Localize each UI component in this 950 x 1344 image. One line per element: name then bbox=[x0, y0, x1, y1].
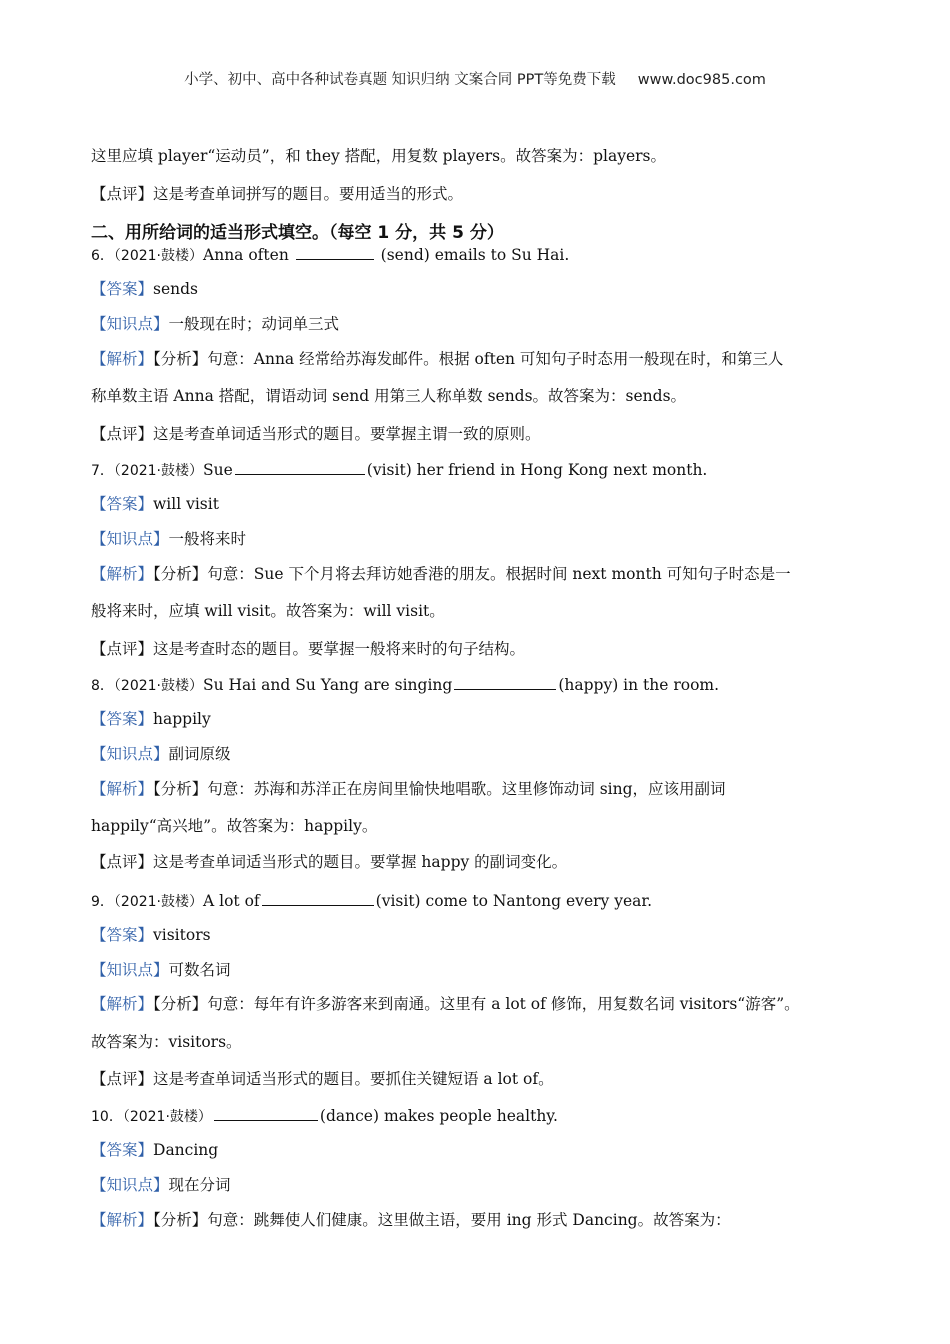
analysis-row bbox=[91, 994, 800, 1014]
question-text-pre: Su Hai and Su Yang are singing bbox=[203, 676, 453, 694]
answer-tag: 【答案】 bbox=[91, 495, 154, 513]
answer-value: will visit bbox=[153, 495, 219, 513]
analysis-tag: 【解析】 bbox=[91, 995, 154, 1013]
question-text-pre: Sue bbox=[203, 461, 233, 479]
question-text-post: (visit) come to Nantong every year. bbox=[375, 892, 653, 910]
analysis-continuation: happily“高兴地”。故答案为：happily。 bbox=[91, 817, 378, 835]
analysis-row bbox=[91, 349, 783, 369]
analysis-row bbox=[91, 564, 791, 584]
answer-blank bbox=[296, 243, 374, 260]
header-url[interactable]: www.doc985.com bbox=[637, 72, 766, 88]
analysis-text: 【分析】句意：每年有许多游客来到南通。这里有 a lot of 修饰，用复数名词 visitors“游客”。 bbox=[153, 995, 800, 1013]
review-row: 【点评】这是考查单词适当形式的题目。要抓住关键短语 a lot of。 bbox=[91, 1070, 554, 1088]
knowledge-row bbox=[91, 744, 231, 764]
analysis-text: 【分析】句意：Anna 经常给苏海发邮件。根据 often 可知句子时态用一般现在时，和第三人 bbox=[153, 350, 784, 368]
answer-row bbox=[91, 1140, 218, 1160]
question-text-post: (visit) her friend in Hong Kong next month. bbox=[366, 461, 708, 479]
analysis-continuation: 称单数主语 Anna 搭配，谓语动词 send 用第三人称单数 sends。故答案为：sends。 bbox=[91, 387, 687, 405]
header-text: 小学、初中、高中各种试卷真题 知识归纳 文案合同 PPT等免费下载 bbox=[184, 72, 616, 88]
question-text-post: (happy) in the room. bbox=[558, 676, 720, 694]
question-number: 7． bbox=[91, 463, 114, 479]
analysis-tag: 【解析】 bbox=[91, 565, 154, 583]
page-header bbox=[0, 68, 950, 89]
section-title: 二、用所给词的适当形式填空。（每空 1 分，共 5 分） bbox=[91, 223, 504, 243]
question-10 bbox=[91, 1104, 558, 1127]
question-source: （2021·鼓楼） bbox=[113, 678, 204, 694]
analysis-row bbox=[91, 1210, 731, 1230]
knowledge-row bbox=[91, 960, 231, 980]
question-number: 6． bbox=[91, 248, 114, 264]
knowledge-value: 一般现在时；动词单三式 bbox=[168, 315, 340, 333]
answer-row bbox=[91, 279, 198, 299]
question-source: （2021·鼓楼） bbox=[113, 248, 204, 264]
analysis-text: 【分析】句意：跳舞使人们健康。这里做主语，要用 ing 形式 Dancing。故答案为： bbox=[153, 1211, 731, 1229]
analysis-continuation: 般将来时，应填 will visit。故答案为：will visit。 bbox=[91, 602, 445, 620]
question-number: 10． bbox=[91, 1109, 123, 1125]
analysis-text: 【分析】句意：Sue 下个月将去拜访她香港的朋友。根据时间 next month 可知句子时态是一 bbox=[153, 565, 791, 583]
question-number: 9． bbox=[91, 894, 114, 910]
answer-tag: 【答案】 bbox=[91, 1141, 154, 1159]
question-6 bbox=[91, 243, 569, 266]
review-row: 【点评】这是考查单词适当形式的题目。要掌握主谓一致的原则。 bbox=[91, 425, 541, 443]
answer-blank bbox=[235, 458, 365, 475]
knowledge-tag: 【知识点】 bbox=[91, 1176, 169, 1194]
question-source: （2021·鼓楼） bbox=[113, 894, 204, 910]
analysis-tag: 【解析】 bbox=[91, 780, 154, 798]
answer-blank bbox=[262, 889, 374, 906]
answer-value: happily bbox=[153, 710, 211, 728]
answer-blank bbox=[454, 673, 556, 690]
analysis-tag: 【解析】 bbox=[91, 1211, 154, 1229]
analysis-row bbox=[91, 779, 726, 799]
knowledge-tag: 【知识点】 bbox=[91, 315, 169, 333]
question-source: （2021·鼓楼） bbox=[113, 463, 204, 479]
knowledge-tag: 【知识点】 bbox=[91, 961, 169, 979]
question-source: （2021·鼓楼） bbox=[122, 1109, 212, 1125]
question-9 bbox=[91, 889, 652, 912]
answer-value: Dancing bbox=[153, 1141, 219, 1159]
prev-answer-line: 这里应填 player“运动员”，和 they 搭配，用复数 players。故答案为：players。 bbox=[91, 147, 666, 165]
knowledge-value: 现在分词 bbox=[168, 1176, 231, 1194]
knowledge-value: 一般将来时 bbox=[168, 530, 247, 548]
answer-row bbox=[91, 494, 219, 514]
answer-row bbox=[91, 709, 211, 729]
answer-tag: 【答案】 bbox=[91, 280, 154, 298]
knowledge-value: 可数名词 bbox=[168, 961, 231, 979]
knowledge-row bbox=[91, 314, 339, 334]
knowledge-tag: 【知识点】 bbox=[91, 745, 169, 763]
analysis-tag: 【解析】 bbox=[91, 350, 154, 368]
answer-tag: 【答案】 bbox=[91, 710, 154, 728]
question-text-pre: A lot of bbox=[203, 892, 260, 910]
question-7 bbox=[91, 458, 707, 481]
question-text-post: (dance) makes people healthy. bbox=[319, 1107, 558, 1125]
question-number: 8． bbox=[91, 678, 114, 694]
question-text-post: (send) emails to Su Hai. bbox=[380, 246, 570, 264]
knowledge-value: 副词原级 bbox=[168, 745, 231, 763]
answer-value: sends bbox=[153, 280, 199, 298]
answer-value: visitors bbox=[153, 926, 211, 944]
question-8 bbox=[91, 673, 719, 696]
question-text-pre: Anna often bbox=[203, 246, 289, 264]
review-row: 【点评】这是考查单词适当形式的题目。要掌握 happy 的副词变化。 bbox=[91, 853, 568, 871]
prev-review: 【点评】这是考查单词拼写的题目。要用适当的形式。 bbox=[91, 185, 464, 203]
answer-blank bbox=[214, 1104, 318, 1121]
answer-tag: 【答案】 bbox=[91, 926, 154, 944]
knowledge-tag: 【知识点】 bbox=[91, 530, 169, 548]
analysis-text: 【分析】句意：苏海和苏洋正在房间里愉快地唱歌。这里修饰动词 sing，应该用副词 bbox=[153, 780, 726, 798]
knowledge-row bbox=[91, 1175, 231, 1195]
analysis-continuation: 故答案为：visitors。 bbox=[91, 1033, 242, 1051]
answer-row bbox=[91, 925, 211, 945]
knowledge-row bbox=[91, 529, 246, 549]
review-row: 【点评】这是考查时态的题目。要掌握一般将来时的句子结构。 bbox=[91, 640, 526, 658]
